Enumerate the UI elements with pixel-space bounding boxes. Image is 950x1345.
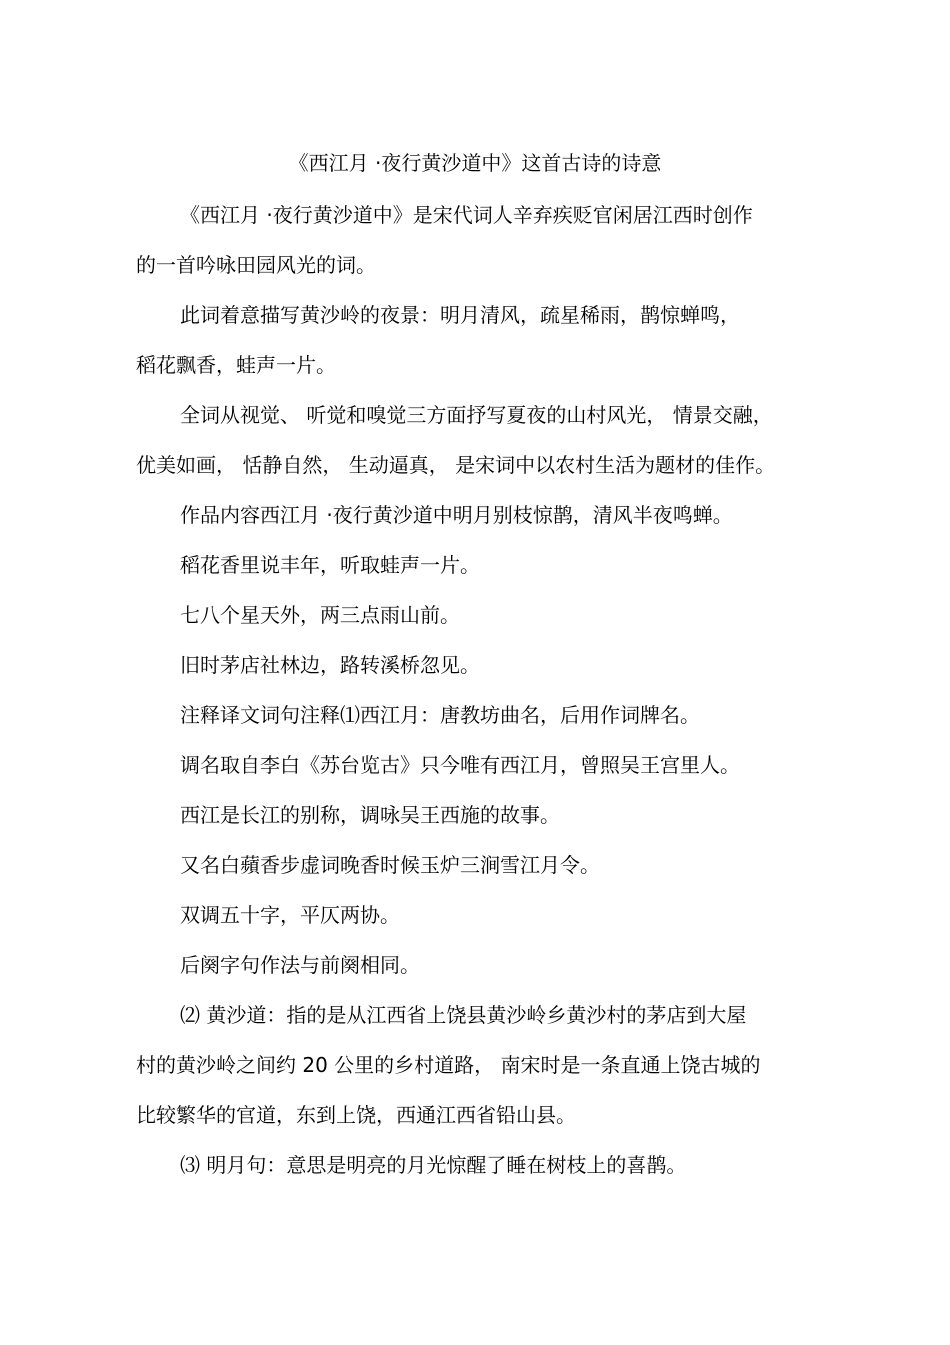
paragraph-line: 稻花香里说丰年，听取蛙声一片。: [180, 553, 480, 577]
paragraph-line: 优美如画， 恬静自然， 生动逼真， 是宋词中以农村生活为题材的佳作。: [136, 453, 776, 477]
paragraph-line: 旧时茅店社林边，路转溪桥忽见。: [180, 653, 480, 677]
paragraph-line: 西江是长江的别称，调咏吴王西施的故事。: [180, 803, 560, 827]
paragraph-line: 比较繁华的官道，东到上饶，西通江西省铅山县。: [136, 1103, 576, 1127]
paragraph-line: ⑵ 黄沙道：指的是从江西省上饶县黄沙岭乡黄沙村的茅店到大屋: [180, 1003, 747, 1027]
paragraph-line: 此词着意描写黄沙岭的夜景：明月清风，疏星稀雨，鹊惊蝉鸣，: [180, 303, 740, 327]
paragraph-line: ⑶ 明月句：意思是明亮的月光惊醒了睡在树枝上的喜鹊。: [180, 1153, 687, 1177]
paragraph-line: 又名白蘋香步虚词晚香时候玉炉三涧雪江月令。: [180, 853, 600, 877]
paragraph-line: 后阕字句作法与前阕相同。: [180, 953, 420, 977]
paragraph-line: 的一首吟咏田园风光的词。: [136, 253, 376, 277]
paragraph-line: 《西江月 ·夜行黄沙道中》是宋代词人辛弃疾贬官闲居江西时创作: [180, 203, 753, 227]
paragraph-line: 调名取自李白《苏台览古》只今唯有西江月，曾照吴王宫里人。: [180, 753, 740, 777]
paragraph-line: 作品内容西江月 ·夜行黄沙道中明月别枝惊鹊，清风半夜鸣蝉。: [180, 503, 733, 527]
paragraph-line: 双调五十字，平仄两协。: [180, 903, 400, 927]
paragraph-line: 注释译文词句注释⑴西江月：唐教坊曲名，后用作词牌名。: [180, 703, 700, 727]
document-title: 《西江月 ·夜行黄沙道中》这首古诗的诗意: [288, 151, 662, 175]
paragraph-line: 七八个星天外，两三点雨山前。: [180, 603, 460, 627]
paragraph-line: 村的黄沙岭之间约 20 公里的乡村道路， 南宋时是一条直通上饶古城的: [136, 1053, 761, 1077]
paragraph-line: 稻花飘香，蛙声一片。: [136, 353, 336, 377]
paragraph-line: 全词从视觉、 听觉和嗅觉三方面抒写夏夜的山村风光， 情景交融，: [180, 403, 773, 427]
